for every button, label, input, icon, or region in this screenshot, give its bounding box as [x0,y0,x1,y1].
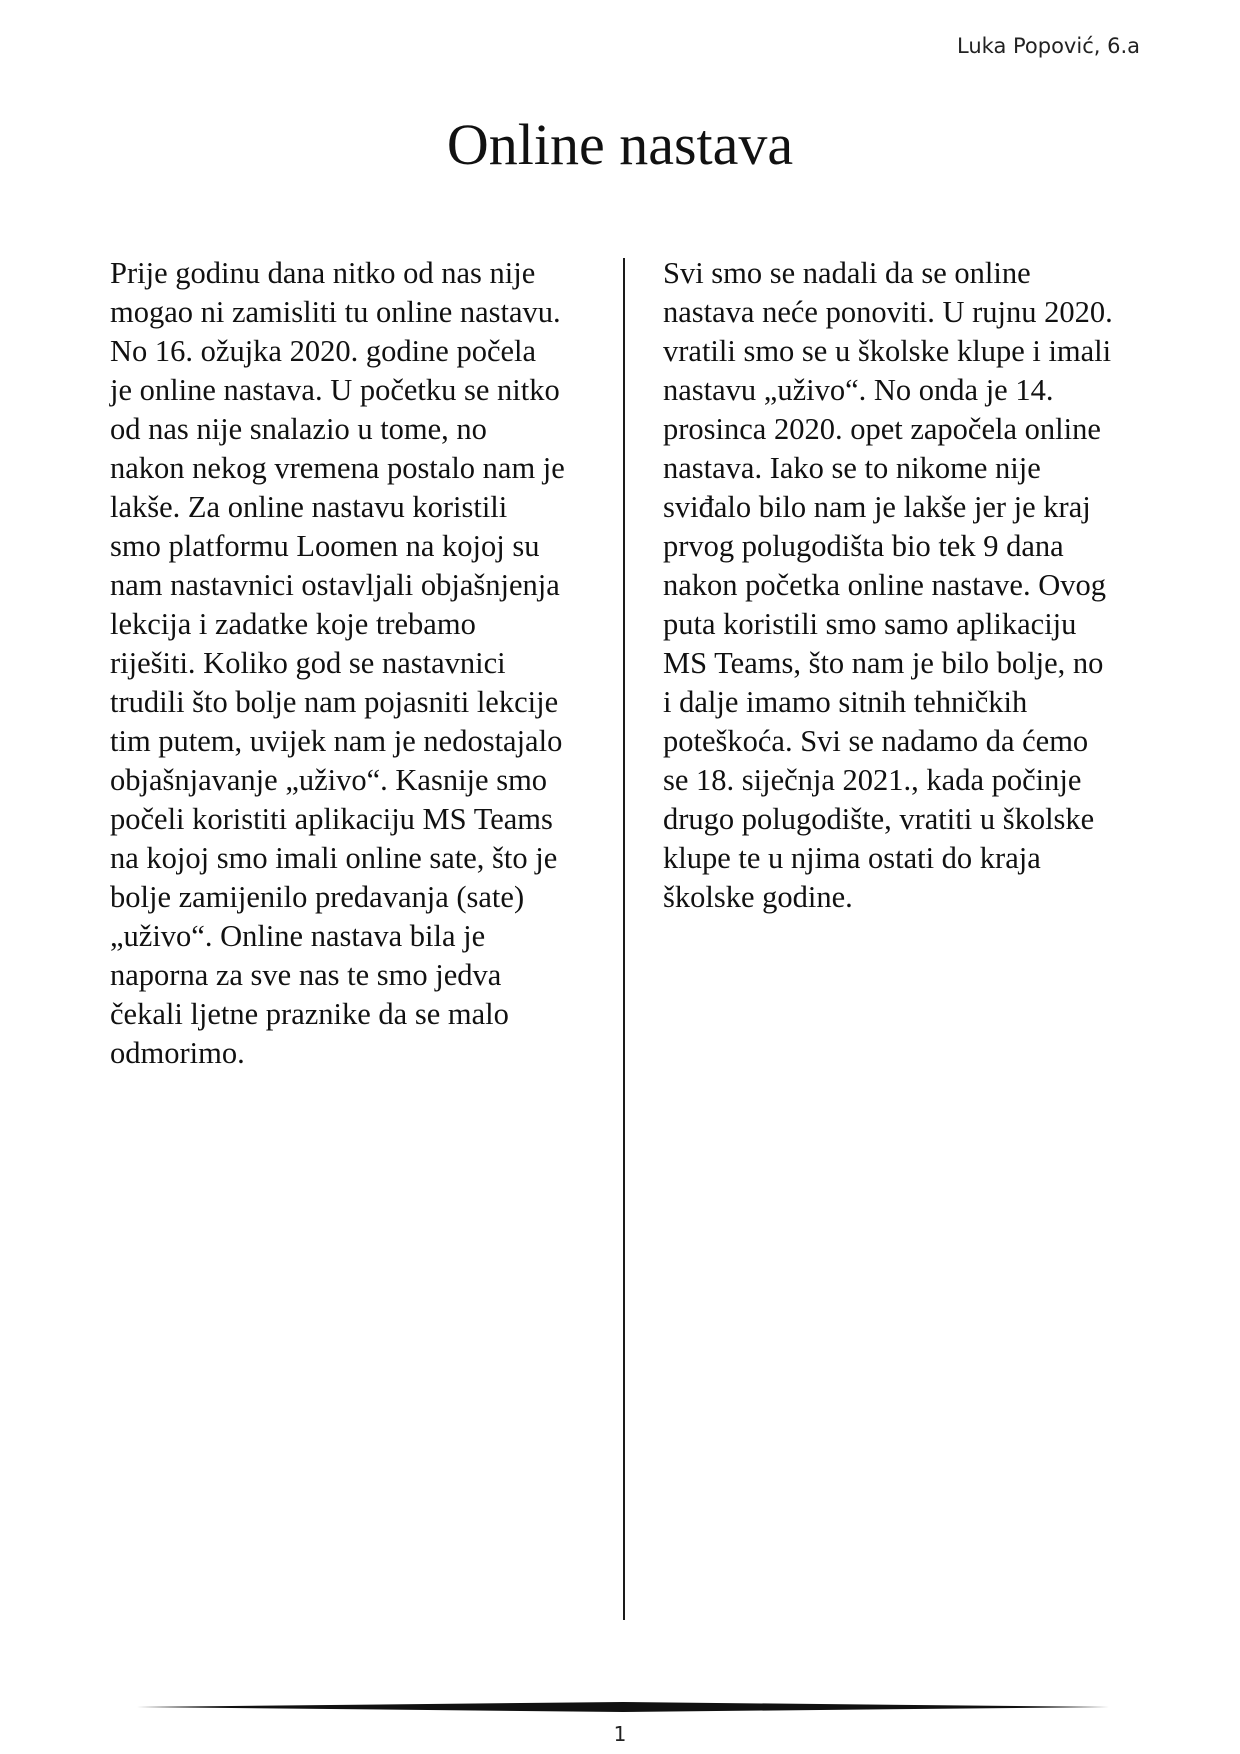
text-line: „uživo“. Online nastava bila je [110,919,486,953]
text-line: drugo polugodište, vratiti u školske [663,802,1095,836]
text-line: Svi smo se nadali da se online [663,256,1031,290]
text-line: prosinca 2020. opet započela online [663,412,1101,446]
text-line: mogao ni zamisliti tu online nastavu. [110,295,561,329]
text-line: nakon početka online nastave. Ovog [663,568,1106,602]
text-line: počeli koristiti aplikaciju MS Teams [110,802,553,836]
paragraph-right [663,254,1153,917]
text-line: No 16. ožujka 2020. godine počela [110,334,537,368]
text-line: naporna za sve nas te smo jedva [110,958,502,992]
text-line: i dalje imamo sitnih tehničkih [663,685,1028,719]
text-line: nastavu „uživo“. No onda je 14. [663,373,1054,407]
text-line: od nas nije snalazio u tome, no [110,412,487,446]
text-line: se 18. siječnja 2021., kada počinje [663,763,1082,797]
document-title: Online nastava [446,112,794,177]
text-line: riješiti. Koliko god se nastavnici [110,646,506,680]
text-line: Prije godinu dana nitko od nas nije [110,256,536,290]
footer-divider [137,1701,1109,1713]
text-line: tim putem, uvijek nam je nedostajalo [110,724,563,758]
text-line: nastava neće ponoviti. U rujnu 2020. [663,295,1113,329]
text-line: čekali ljetne praznike da se malo [110,997,509,1031]
text-line: prvog polugodišta bio tek 9 dana [663,529,1064,563]
text-line: lekcija i zadatke koje trebamo [110,607,476,641]
text-column-right [663,254,1153,917]
text-line: odmorimo. [110,1036,245,1070]
page-number: 1 [613,1722,627,1746]
text-line: klupe te u njima ostati do kraja [663,841,1041,875]
text-line: puta koristili smo samo aplikaciju [663,607,1077,641]
text-line: MS Teams, što nam je bilo bolje, no [663,646,1104,680]
text-line: smo platformu Loomen na kojoj su [110,529,540,563]
text-line: nakon nekog vremena postalo nam je [110,451,565,485]
text-line: nam nastavnici ostavljali objašnjenja [110,568,560,602]
text-line: sviđalo bilo nam je lakše jer je kraj [663,490,1091,524]
text-line: lakše. Za online nastavu koristili [110,490,508,524]
text-line: na kojoj smo imali online sate, što je [110,841,558,875]
column-divider [623,258,625,1620]
text-line: je online nastava. U početku se nitko [110,373,560,407]
paragraph-left [110,254,600,1073]
text-line: nastava. Iako se to nikome nije [663,451,1041,485]
text-line: poteškoća. Svi se nadamo da ćemo [663,724,1089,758]
author-name: Luka Popović, 6.a [957,34,1140,58]
text-line: trudili što bolje nam pojasniti lekcije [110,685,559,719]
text-line: objašnjavanje „uživo“. Kasnije smo [110,763,548,797]
text-line: vratili smo se u školske klupe i imali [663,334,1112,368]
text-column-left [110,254,600,1073]
text-line: školske godine. [663,880,853,914]
text-line: bolje zamijenilo predavanja (sate) [110,880,525,914]
